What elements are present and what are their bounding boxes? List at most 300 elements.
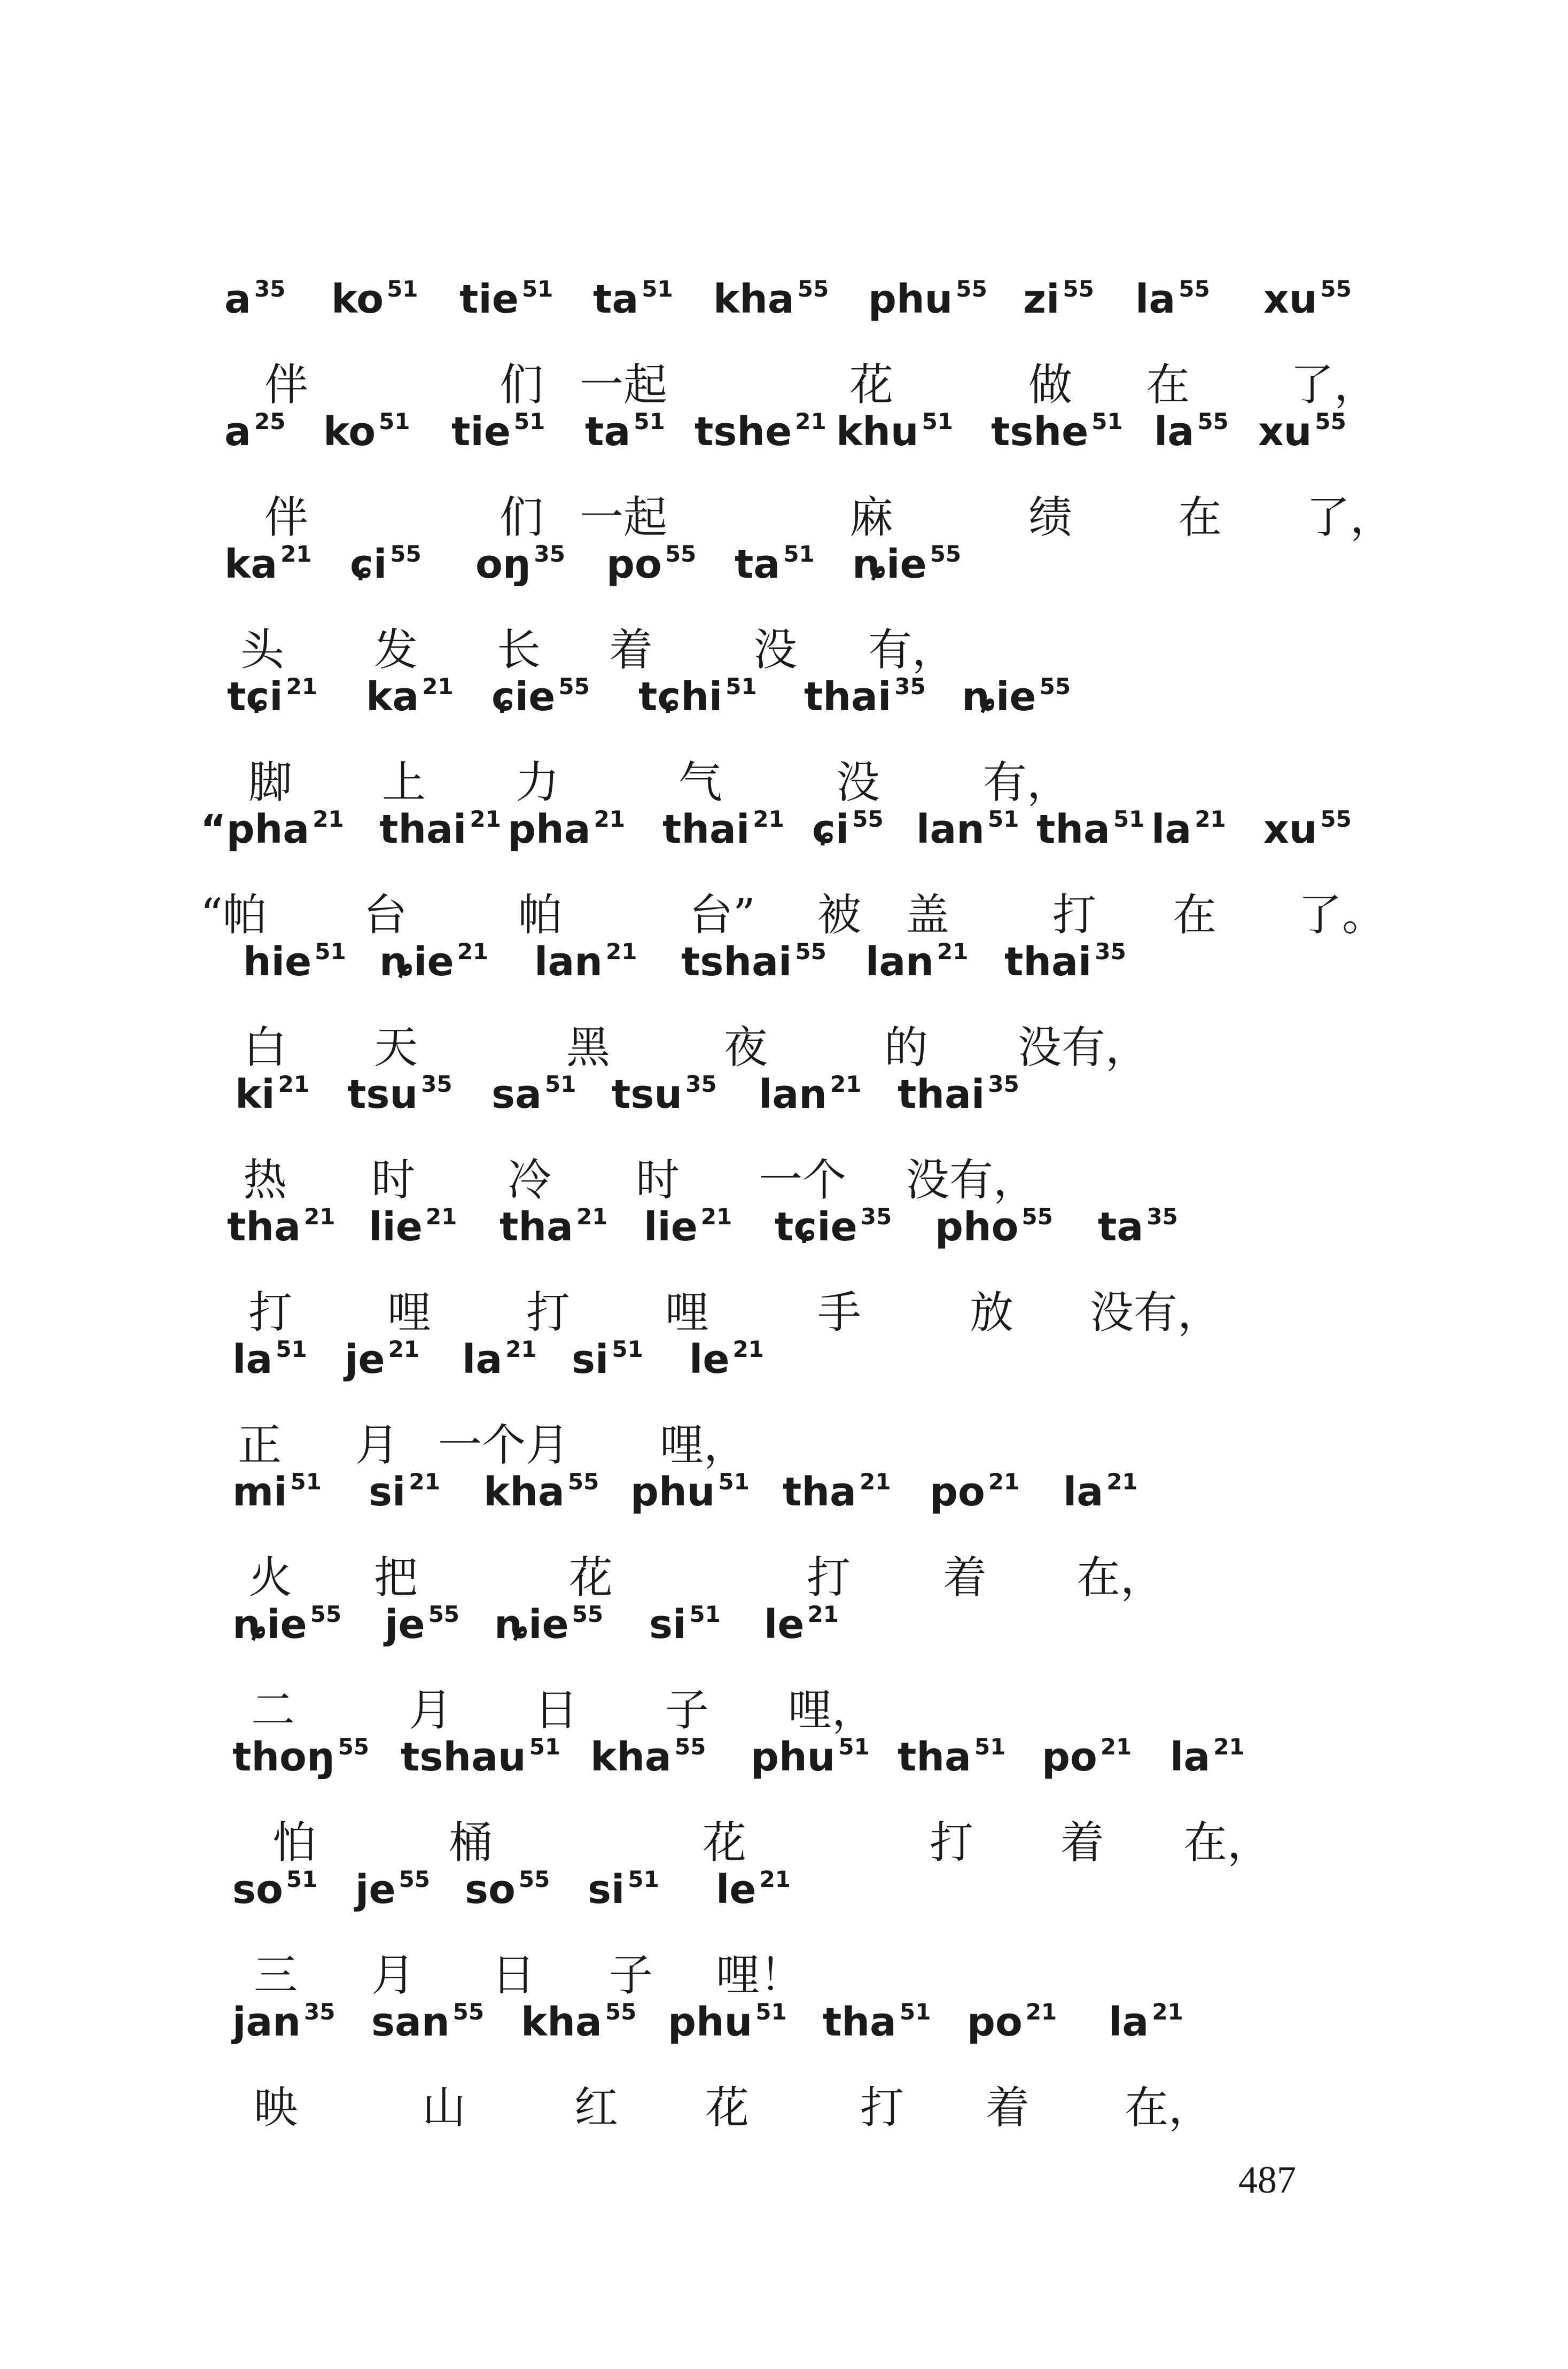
syllable <box>235 1071 310 1117</box>
syllable <box>935 1203 1053 1250</box>
tone-number: 21 <box>732 1336 765 1362</box>
syllable <box>323 408 410 455</box>
syllable <box>668 1999 787 2045</box>
syllable-base: sa <box>492 1071 542 1117</box>
gloss-word: 着 <box>986 2083 1030 2133</box>
tone-number: 21 <box>937 938 969 965</box>
syllable-base: po <box>930 1469 985 1515</box>
tone-number: 21 <box>860 1469 891 1495</box>
syllable-base: tha <box>783 1469 856 1515</box>
syllable <box>962 673 1071 720</box>
tone-number: 51 <box>838 1734 870 1760</box>
syllable-base: thai <box>1004 939 1092 985</box>
syllable-base: ta <box>1098 1204 1144 1250</box>
gloss-word: 白 <box>243 1022 287 1073</box>
tone-number: 21 <box>1213 1734 1245 1760</box>
syllable <box>232 1336 307 1382</box>
syllable <box>590 1734 706 1780</box>
gloss-word: 哩， <box>660 1420 748 1471</box>
syllable <box>371 1999 485 2045</box>
syllable-base: “pha <box>200 806 310 852</box>
syllable-base: tshau <box>401 1734 526 1780</box>
tone-number: 55 <box>558 673 590 700</box>
gloss-word: 子 <box>609 1950 653 2001</box>
syllable <box>385 1601 460 1648</box>
gloss-word: 冷 <box>508 1155 552 1206</box>
syllable-base: san <box>371 1999 450 2045</box>
syllable-base: a <box>224 409 251 455</box>
syllable <box>1098 1203 1178 1250</box>
syllable <box>345 1336 420 1382</box>
syllable <box>232 1866 318 1913</box>
syllable-base: po <box>606 541 662 587</box>
gloss-word: 红 <box>574 2083 619 2133</box>
syllable-base: le <box>764 1602 805 1648</box>
gloss-word: 打 <box>930 1817 974 1868</box>
tone-number: 51 <box>387 276 418 302</box>
syllable-base: ȵie <box>379 939 454 985</box>
tone-number: 21 <box>304 1203 336 1230</box>
gloss-word: 月 <box>371 1950 416 2001</box>
syllable <box>804 673 926 720</box>
gloss-word: 的 <box>884 1022 929 1073</box>
syllable-base: si <box>588 1867 625 1913</box>
syllable-base: je <box>355 1867 396 1913</box>
syllable <box>347 1071 453 1117</box>
gloss-word: 们 <box>500 492 544 543</box>
tone-number: 51 <box>379 408 410 434</box>
gloss-word: 日 <box>534 1685 579 1736</box>
tone-number: 51 <box>922 408 954 434</box>
tone-number: 35 <box>894 673 926 700</box>
syllable <box>630 1469 750 1515</box>
syllable-base: lan <box>759 1071 827 1117</box>
tone-number: 55 <box>1179 276 1210 302</box>
tone-number: 35 <box>1095 938 1126 965</box>
syllable-base: so <box>465 1867 516 1913</box>
syllable-base: phu <box>751 1734 836 1780</box>
tone-number: 21 <box>505 1336 537 1362</box>
syllable <box>224 276 286 322</box>
syllable-base: po <box>967 1999 1023 2045</box>
gloss-word: 时 <box>371 1155 416 1206</box>
tone-number: 55 <box>453 1999 485 2025</box>
syllable <box>459 276 553 322</box>
tone-number: 55 <box>518 1866 550 1892</box>
gloss-word: 二 <box>251 1685 295 1736</box>
syllable-base: xu <box>1258 409 1312 455</box>
gloss-word: 一起 <box>580 360 668 410</box>
syllable <box>1023 276 1094 322</box>
tone-number: 55 <box>795 938 826 965</box>
gloss-word: 一个 <box>759 1155 847 1206</box>
syllable <box>369 1469 440 1515</box>
syllable <box>483 1469 599 1515</box>
syllable <box>494 1601 604 1648</box>
syllable-base: si <box>369 1469 406 1515</box>
syllable-base: la <box>1154 409 1195 455</box>
tone-number: 55 <box>930 541 962 567</box>
tone-number: 51 <box>286 1866 318 1892</box>
syllable <box>1063 1469 1138 1515</box>
tone-number: 21 <box>700 1203 732 1230</box>
syllable <box>492 673 590 720</box>
syllable <box>1042 1734 1132 1780</box>
syllable <box>865 938 969 985</box>
gloss-word: 三 <box>254 1950 298 2001</box>
tone-number: 21 <box>576 1203 608 1230</box>
gloss-word: 桶 <box>449 1817 493 1868</box>
syllable <box>852 541 962 587</box>
tone-number: 51 <box>689 1601 721 1627</box>
syllable-base: thai <box>898 1071 985 1117</box>
gloss-word: 正 <box>238 1420 282 1471</box>
tone-number: 55 <box>310 1601 342 1627</box>
tone-number: 51 <box>1091 408 1123 434</box>
gloss-word: 头 <box>240 625 285 675</box>
syllable <box>812 806 884 852</box>
tone-number: 35 <box>254 276 286 302</box>
tone-number: 51 <box>783 541 815 567</box>
syllable-base: le <box>716 1867 756 1913</box>
syllable <box>593 276 673 322</box>
gloss-word: 没 <box>753 625 798 675</box>
syllable-base: mi <box>232 1469 287 1515</box>
tone-number: 51 <box>726 673 757 700</box>
tone-number: 21 <box>1195 806 1226 832</box>
syllable-base: ka <box>224 541 278 587</box>
syllable-base: tha <box>823 1999 896 2045</box>
gloss-word: 了。 <box>1298 890 1386 941</box>
syllable-base: kha <box>483 1469 565 1515</box>
tone-number: 21 <box>1106 1469 1138 1495</box>
syllable <box>775 1203 892 1250</box>
tone-number: 35 <box>303 1999 336 2025</box>
tone-number: 55 <box>567 1469 599 1495</box>
syllable <box>232 1601 342 1648</box>
syllable-base: ɕie <box>492 674 556 720</box>
tone-number: 21 <box>1100 1734 1132 1760</box>
syllable <box>232 1999 336 2045</box>
tone-number: 21 <box>313 806 344 832</box>
gloss-word: 没有， <box>1018 1022 1150 1073</box>
syllable-base: ka <box>366 674 419 720</box>
gloss-word: 月 <box>409 1685 453 1736</box>
syllable <box>898 1734 1006 1780</box>
syllable-base: lan <box>865 939 934 985</box>
tone-number: 21 <box>795 408 826 434</box>
tone-number: 51 <box>513 408 545 434</box>
syllable-base: oŋ <box>475 541 531 587</box>
gloss-word: 花 <box>703 1817 747 1868</box>
syllable-base: tsu <box>612 1071 683 1117</box>
syllable-base: la <box>462 1337 503 1382</box>
tone-number: 21 <box>278 1071 310 1097</box>
syllable-base: tha <box>227 1204 301 1250</box>
gloss-word: 被 <box>817 890 862 941</box>
syllable <box>369 1203 457 1250</box>
syllable <box>967 1999 1057 2045</box>
syllable-base: khu <box>836 409 919 455</box>
syllable-base: a <box>224 276 251 322</box>
tone-number: 21 <box>457 938 489 965</box>
syllable <box>224 408 286 455</box>
tone-number: 55 <box>605 1999 637 2025</box>
syllable <box>521 1999 637 2045</box>
syllable <box>224 541 312 587</box>
syllable <box>243 938 346 985</box>
gloss-word: 子 <box>665 1685 709 1736</box>
syllable <box>716 1866 791 1913</box>
tone-number: 51 <box>612 1336 643 1362</box>
gloss-word: 火 <box>248 1552 293 1603</box>
gloss-word: 放 <box>970 1287 1014 1338</box>
tone-number: 55 <box>956 276 987 302</box>
tone-number: 21 <box>286 673 318 700</box>
syllable <box>638 673 757 720</box>
syllable-base: tshe <box>695 409 792 455</box>
gloss-word: 气 <box>678 757 723 808</box>
syllable-base: ta <box>593 276 639 322</box>
syllable <box>200 806 344 852</box>
tone-number: 35 <box>421 1071 453 1097</box>
gloss-word: 长 <box>497 625 541 675</box>
syllable-base: pho <box>935 1204 1019 1250</box>
syllable-base: thoŋ <box>232 1734 335 1780</box>
syllable <box>462 1336 537 1382</box>
syllable <box>930 1469 1020 1515</box>
gloss-word: 台” <box>689 890 755 941</box>
gloss-word: 哩 <box>387 1287 432 1338</box>
gloss-word: 手 <box>817 1287 862 1338</box>
gloss-word: 打 <box>860 2083 904 2133</box>
syllable-base: tha <box>500 1204 573 1250</box>
syllable <box>836 408 954 455</box>
syllable <box>379 938 489 985</box>
syllable <box>451 408 545 455</box>
tone-number: 51 <box>987 806 1019 832</box>
gloss-word: 伴 <box>264 360 309 410</box>
syllable <box>1258 408 1346 455</box>
gloss-word: 时 <box>636 1155 680 1206</box>
tone-number: 55 <box>797 276 829 302</box>
gloss-word: 在 <box>1173 890 1217 941</box>
syllable-base: ki <box>235 1071 275 1117</box>
tone-number: 55 <box>1197 408 1229 434</box>
tone-number: 51 <box>634 408 665 434</box>
syllable <box>868 276 987 322</box>
syllable-base: tie <box>459 276 519 322</box>
syllable <box>588 1866 659 1913</box>
syllable-base: tshe <box>991 409 1089 455</box>
tone-number: 51 <box>290 1469 322 1495</box>
syllable <box>681 938 826 985</box>
syllable <box>612 1071 717 1117</box>
tone-number: 55 <box>572 1601 604 1627</box>
tone-number: 55 <box>338 1734 370 1760</box>
syllable-base: la <box>1170 1734 1211 1780</box>
tone-number: 55 <box>1315 408 1346 434</box>
syllable-base: lie <box>644 1204 698 1250</box>
syllable-base: la <box>1109 1999 1149 2045</box>
tone-number: 35 <box>534 541 565 567</box>
tone-number: 51 <box>642 276 673 302</box>
tone-number: 21 <box>807 1601 839 1627</box>
syllable-base: ȵie <box>232 1602 307 1648</box>
tone-number: 35 <box>685 1071 717 1097</box>
syllable-base: phu <box>868 276 953 322</box>
tone-number: 21 <box>425 1203 457 1230</box>
syllable-base: le <box>689 1337 730 1382</box>
syllable-base: tsu <box>347 1071 418 1117</box>
gloss-word: 有， <box>868 625 956 675</box>
tone-number: 55 <box>1039 673 1071 700</box>
syllable <box>379 806 501 852</box>
syllable-base: so <box>232 1867 283 1913</box>
syllable-base: jan <box>232 1999 301 2045</box>
gloss-word: 哩， <box>788 1685 876 1736</box>
syllable <box>232 1734 370 1780</box>
syllable <box>227 673 318 720</box>
gloss-word: 把 <box>374 1552 418 1603</box>
tone-number: 21 <box>1025 1999 1057 2025</box>
gloss-word: 黑 <box>566 1022 611 1073</box>
syllable <box>751 1734 870 1780</box>
syllable <box>1109 1999 1183 2045</box>
syllable <box>227 1203 336 1250</box>
gloss-word: 力 <box>516 757 560 808</box>
syllable <box>689 1336 765 1382</box>
gloss-word: 在 <box>1178 492 1222 543</box>
gloss-word: 在， <box>1076 1552 1165 1603</box>
syllable-base: thai <box>804 674 892 720</box>
syllable <box>401 1734 561 1780</box>
syllable-base: tha <box>898 1734 971 1780</box>
syllable-base: zi <box>1023 276 1060 322</box>
syllable-base: la <box>1135 276 1176 322</box>
gloss-word: 脚 <box>248 757 293 808</box>
syllable-base: pha <box>508 806 591 852</box>
gloss-word: 花 <box>569 1552 613 1603</box>
syllable-base: je <box>385 1602 425 1648</box>
tone-number: 51 <box>755 1999 787 2025</box>
gloss-word: 着 <box>609 625 653 675</box>
tone-number: 21 <box>280 541 312 567</box>
syllable-base: xu <box>1263 806 1317 852</box>
gloss-word: 帕 <box>518 890 563 941</box>
syllable <box>475 541 565 587</box>
gloss-word: 在 <box>1146 360 1190 410</box>
gloss-word: 了， <box>1290 360 1378 410</box>
syllable <box>232 1469 322 1515</box>
syllable <box>534 938 637 985</box>
gloss-word: 在， <box>1125 2083 1213 2133</box>
syllable <box>355 1866 431 1913</box>
syllable <box>1154 408 1229 455</box>
gloss-word: 绩 <box>1028 492 1073 543</box>
tone-number: 55 <box>674 1734 706 1760</box>
tone-number: 55 <box>1063 276 1094 302</box>
gloss-word: 日 <box>492 1950 536 2001</box>
syllable-base: la <box>232 1337 273 1382</box>
syllable-base: ko <box>331 276 384 322</box>
syllable-base: lan <box>916 806 985 852</box>
syllable <box>764 1601 839 1648</box>
syllable <box>1151 806 1226 852</box>
gloss-word: 没 <box>836 757 880 808</box>
syllable-base: phu <box>668 1999 753 2045</box>
gloss-word: 月 <box>355 1420 400 1471</box>
syllable-base: la <box>1063 1469 1104 1515</box>
gloss-word: 有， <box>983 757 1071 808</box>
gloss-word: 们 <box>500 360 544 410</box>
syllable-base: ko <box>323 409 376 455</box>
tone-number: 55 <box>390 541 422 567</box>
syllable <box>500 1203 608 1250</box>
gloss-word: 着 <box>1060 1817 1105 1868</box>
tone-number: 55 <box>1021 1203 1053 1230</box>
gloss-word: 一起 <box>580 492 668 543</box>
syllable-base: phu <box>630 1469 715 1515</box>
tone-number: 21 <box>1152 1999 1183 2025</box>
syllable <box>465 1866 550 1913</box>
tone-number: 21 <box>470 806 501 832</box>
gloss-word: 发 <box>374 625 418 675</box>
gloss-word: 哩 <box>665 1287 709 1338</box>
syllable <box>713 276 829 322</box>
syllable-base: ta <box>585 409 631 455</box>
gloss-word: 打 <box>1052 890 1097 941</box>
gloss-word: 上 <box>382 757 426 808</box>
gloss-word: 花 <box>849 360 894 410</box>
gloss-word: 了， <box>1306 492 1394 543</box>
tone-number: 51 <box>974 1734 1006 1760</box>
syllable <box>735 541 815 587</box>
syllable <box>572 1336 643 1382</box>
syllable-base: si <box>572 1337 609 1382</box>
syllable <box>649 1601 721 1648</box>
tone-number: 51 <box>1113 806 1145 832</box>
gloss-word: 打 <box>248 1287 293 1338</box>
syllable <box>1004 938 1126 985</box>
syllable <box>662 806 784 852</box>
gloss-word: 花 <box>705 2083 750 2133</box>
gloss-word: 热 <box>243 1155 287 1206</box>
syllable-base: tɕi <box>227 674 283 720</box>
syllable <box>585 408 665 455</box>
syllable <box>991 408 1123 455</box>
tone-number: 25 <box>254 408 286 434</box>
gloss-word: 台 <box>363 890 408 941</box>
syllable <box>823 1999 931 2045</box>
syllable-base: thai <box>662 806 750 852</box>
tone-number: 35 <box>1146 1203 1178 1230</box>
syllable-base: tie <box>451 409 511 455</box>
tone-number: 51 <box>900 1999 931 2025</box>
gloss-word: 伴 <box>264 492 309 543</box>
tone-number: 55 <box>1320 276 1352 302</box>
tone-number: 55 <box>665 541 697 567</box>
syllable <box>1170 1734 1245 1780</box>
syllable-base: kha <box>713 276 794 322</box>
tone-number: 35 <box>860 1203 892 1230</box>
gloss-word: 一个月 <box>438 1420 570 1471</box>
syllable-base: tɕie <box>775 1204 857 1250</box>
syllable-base: ȵie <box>494 1602 569 1648</box>
tone-number: 51 <box>529 1734 561 1760</box>
syllable <box>644 1203 732 1250</box>
syllable-base: thai <box>379 806 467 852</box>
